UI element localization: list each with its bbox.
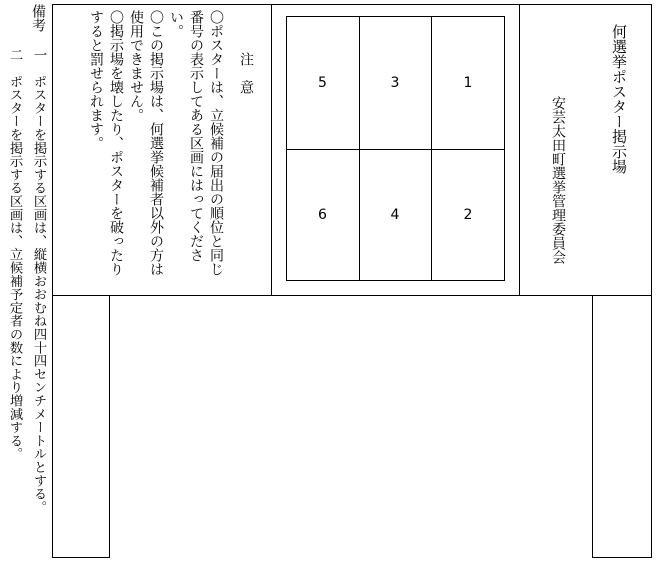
- notice-line-5: 使用できません。: [128, 10, 144, 122]
- notice-line-1: 〇ポスターは、立候補の届出の順位と同じ: [208, 10, 224, 276]
- divider-notice: [271, 4, 272, 296]
- poster-slot-4: 4: [390, 207, 400, 223]
- notice-line-2: 番号の表示してある区画にはってくださ: [188, 10, 204, 262]
- poster-slot-5: 5: [318, 74, 327, 91]
- board-title: 何選挙ポスター掲示場: [610, 24, 628, 174]
- committee-name: 安芸太田町選挙管理委員会: [550, 96, 566, 264]
- notice-heading: 注 意: [238, 52, 254, 94]
- board-leg-right: [592, 295, 652, 558]
- remarks-item-2: 二 ポスターを掲示する区画は、立候補予定者の数により増減する。: [7, 48, 22, 461]
- poster-slot-1: 1: [463, 74, 473, 91]
- notice-line-6: 〇掲示場を壊したり、ポスターを破ったり: [108, 10, 124, 276]
- poster-slot-6: 6: [318, 207, 327, 223]
- remarks-item-1: 一 ポスターを掲示する区画は、縦横おおむね四十四センチメートルとする。: [31, 48, 46, 514]
- poster-slot-2: 2: [463, 207, 473, 223]
- remarks-label: 備考: [30, 4, 46, 32]
- notice-line-4: 〇この掲示場は、何選挙候補者以外の方は: [148, 10, 164, 276]
- poster-slot-3: 3: [390, 74, 400, 91]
- notice-line-7: すると罰せられます。: [88, 10, 104, 150]
- board-leg-left: [52, 295, 110, 558]
- notice-line-3: い。: [168, 10, 184, 38]
- divider-title: [519, 4, 520, 296]
